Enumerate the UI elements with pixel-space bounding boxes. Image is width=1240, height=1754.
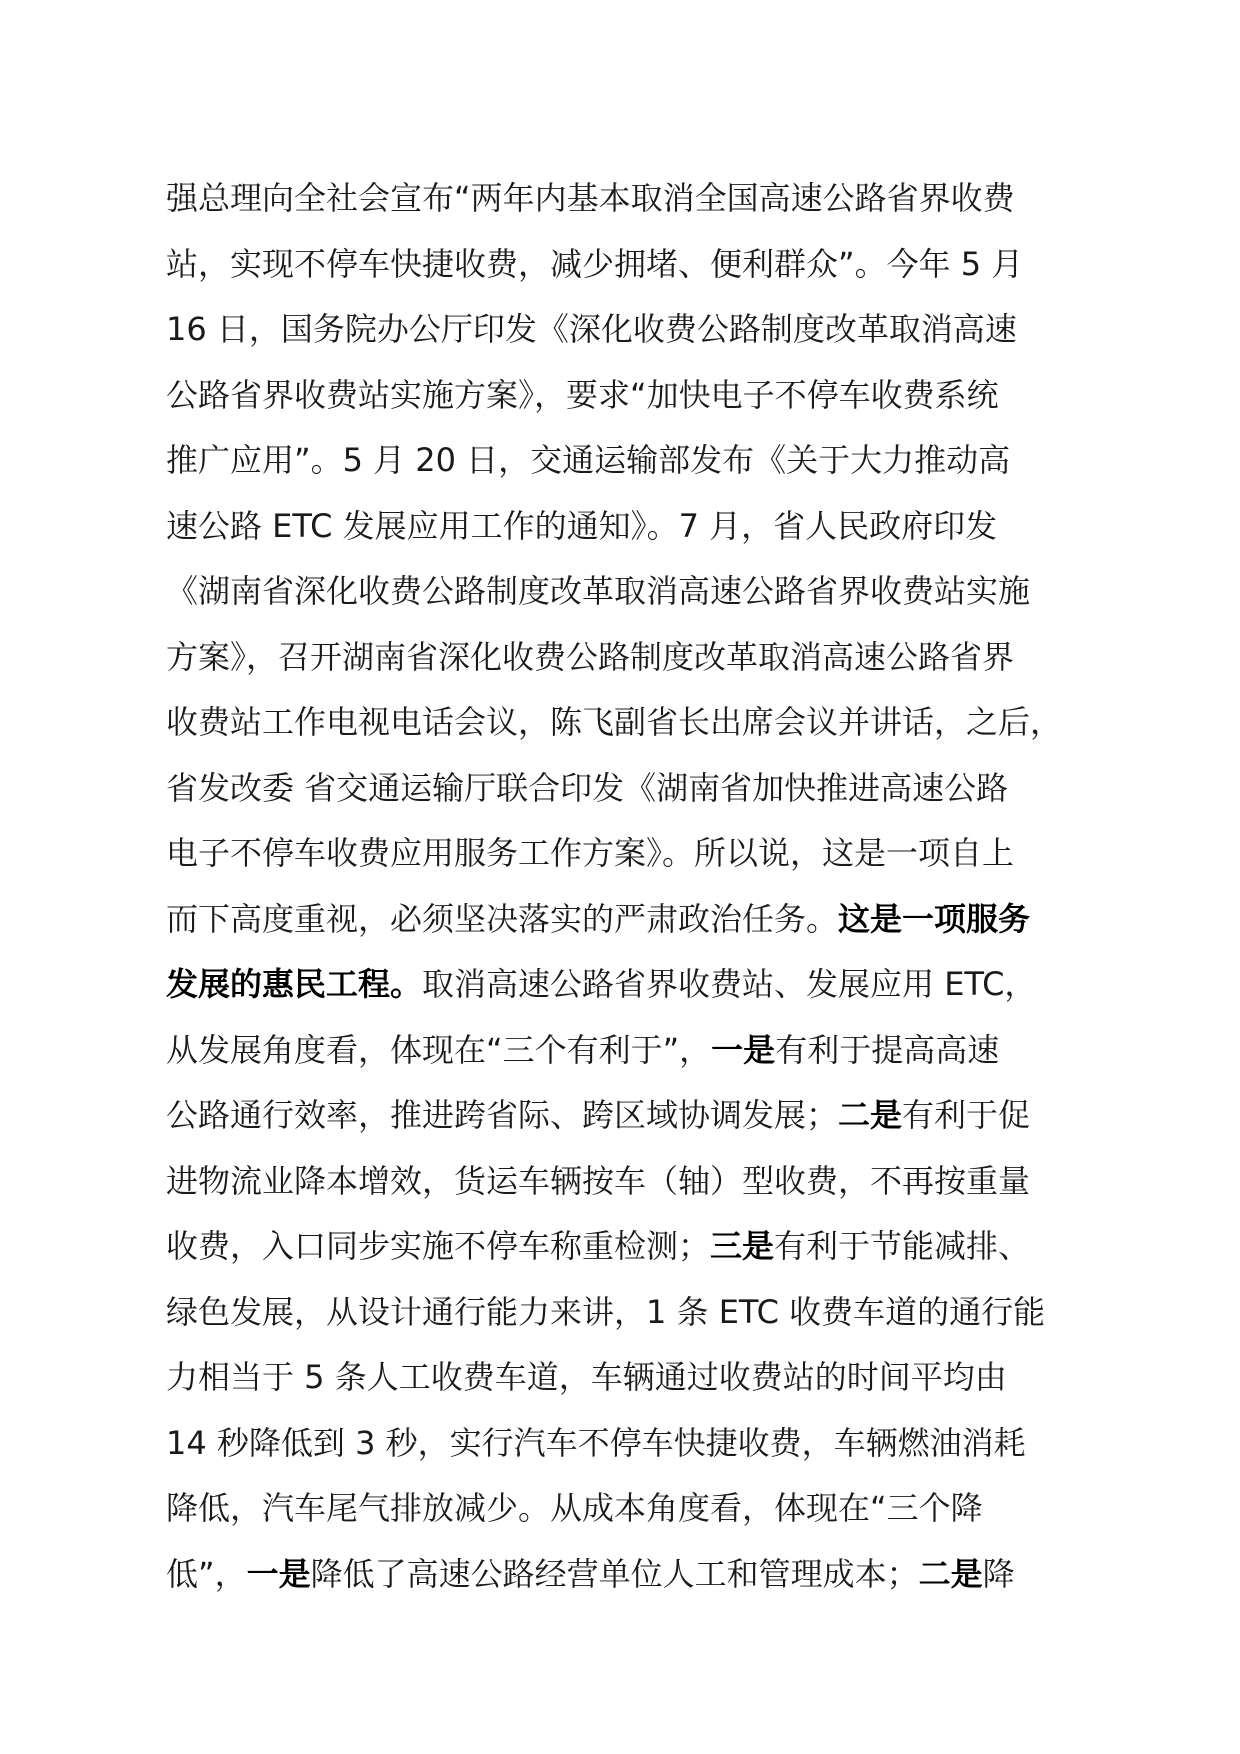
text-segment: 14 秒降低到 3 秒，实行汽车不停车快捷收费，车辆燃油消耗 xyxy=(166,1423,1026,1462)
text-line xyxy=(166,1542,1106,1608)
bold-text-segment: 这是一项服务 xyxy=(838,899,1031,938)
text-line xyxy=(166,887,1106,953)
text-segment: 有利于促 xyxy=(902,1096,1031,1134)
text-segment: 降低，汽车尾气排放减少。从成本角度看，体现在“三个降 xyxy=(166,1489,983,1527)
text-line xyxy=(166,952,1106,1018)
bold-text-segment: 一是 xyxy=(711,1030,776,1069)
text-line xyxy=(166,1018,1106,1084)
text-segment: 降 xyxy=(982,1554,1015,1593)
text-segment: 进物流业降本增效，货运车辆按车（轴）型收费，不再按重量 xyxy=(166,1161,1031,1200)
text-segment: 公路通行效率，推进跨省际、跨区域协调发展； xyxy=(166,1096,839,1134)
bold-text-segment: 发展的惠民工程。 xyxy=(166,965,423,1003)
text-segment: 方案》，召开湖南省深化收费公路制度改革取消高速公路省界 xyxy=(166,637,1015,676)
text-line xyxy=(166,1476,1106,1542)
text-segment: 16 日，国务院办公厅印发《深化收费公路制度改革取消高速 xyxy=(166,310,1017,348)
text-segment: 推广应用”。5 月 20 日，交通运输部发布《关于大力推动高 xyxy=(166,441,1011,479)
text-line xyxy=(166,690,1106,756)
text-line xyxy=(166,821,1106,887)
text-segment: 低”， xyxy=(166,1554,247,1593)
text-line xyxy=(166,1411,1106,1477)
text-segment: 从发展角度看，体现在“三个有利于”， xyxy=(166,1030,712,1069)
text-line xyxy=(166,297,1106,363)
body-text xyxy=(166,166,1106,1607)
text-line xyxy=(166,428,1106,494)
text-line xyxy=(166,559,1106,625)
text-segment: 电子不停车收费应用服务工作方案》。所以说，这是一项自上 xyxy=(166,834,1015,872)
text-segment: 收费，入口同步实施不停车称重检测； xyxy=(166,1227,711,1265)
text-line xyxy=(166,1214,1106,1280)
text-segment: 绿色发展，从设计通行能力来讲，1 条 ETC 收费车道的通行能 xyxy=(166,1292,1046,1331)
text-line xyxy=(166,625,1106,691)
text-line xyxy=(166,756,1106,822)
text-line xyxy=(166,1149,1106,1215)
text-segment: 力相当于 5 条人工收费车道，车辆通过收费站的时间平均由 xyxy=(166,1358,1007,1396)
text-line xyxy=(166,1280,1106,1346)
bold-text-segment: 二是 xyxy=(918,1554,983,1593)
text-line xyxy=(166,166,1106,232)
text-segment: 速公路 ETC 发展应用工作的通知》。7 月，省人民政府印发 xyxy=(166,506,998,545)
bold-text-segment: 一是 xyxy=(246,1554,311,1593)
text-line xyxy=(166,494,1106,560)
text-segment: 强总理向全社会宣布“两年内基本取消全国高速公路省界收费 xyxy=(166,179,1015,217)
text-segment: 省发改委 省交通运输厅联合印发《湖南省加快推进高速公路 xyxy=(166,768,1009,807)
text-segment: 降低了高速公路经营单位人工和管理成本； xyxy=(310,1554,919,1593)
text-segment: 《湖南省深化收费公路制度改革取消高速公路省界收费站实施 xyxy=(166,572,1031,610)
text-line xyxy=(166,363,1106,429)
text-segment: 公路省界收费站实施方案》，要求“加快电子不停车收费系统 xyxy=(166,375,999,414)
text-segment: 有利于节能减排、 xyxy=(774,1227,1031,1265)
text-segment: 收费站工作电视电话会议，陈飞副省长出席会议并讲话，之后， xyxy=(166,703,1063,741)
text-segment: 而下高度重视，必须坚决落实的严肃政治任务。 xyxy=(166,899,839,938)
text-segment: 有利于提高高速 xyxy=(775,1030,1000,1069)
text-line xyxy=(166,1083,1106,1149)
text-segment: 取消高速公路省界收费站、发展应用 ETC， xyxy=(422,965,1037,1003)
bold-text-segment: 三是 xyxy=(710,1227,775,1265)
text-segment: 站，实现不停车快捷收费，减少拥堵、便利群众”。今年 5 月 xyxy=(166,244,1024,283)
bold-text-segment: 二是 xyxy=(838,1096,903,1134)
text-line xyxy=(166,232,1106,298)
text-line xyxy=(166,1345,1106,1411)
